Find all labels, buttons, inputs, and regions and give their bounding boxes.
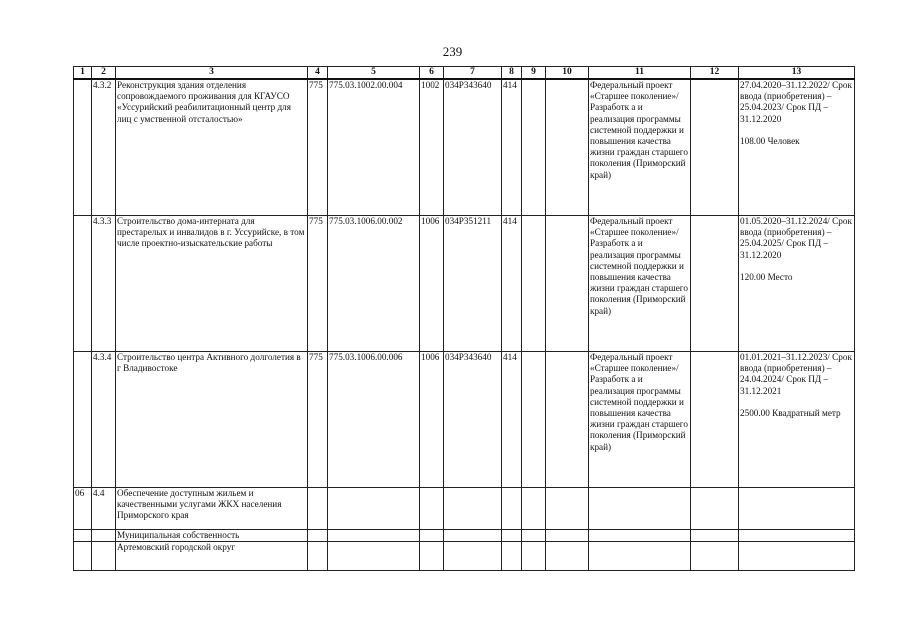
cell-section: 1006 <box>420 216 444 352</box>
table-row-ownership <box>74 530 855 542</box>
cell-district-label: Артемовский городской округ <box>116 542 308 571</box>
objects-table <box>73 66 855 571</box>
terms-dates: 27.04.2020–31.12.2022/ Срок ввода (приобретения) – 25.04.2023/ Срок ПД – 31.12.2020 <box>740 80 852 124</box>
header-cell-11: 11 <box>589 67 691 80</box>
cell-col9 <box>522 79 546 216</box>
cell-expense-type: 414 <box>502 352 522 488</box>
cell-program-code: 775.03.1002.00.004 <box>328 79 420 216</box>
terms-capacity: 108.00 Человек <box>740 135 800 146</box>
cell-terms <box>739 216 855 352</box>
cell-expense-type: 414 <box>502 216 522 352</box>
cell-grbs: 775 <box>308 352 328 488</box>
cell-federal-project: Федеральный проект «Старшее поколение»/Разработк а и реализация программы системной поддержки и повышения качества жизни граждан старшего поколения (Приморский край) <box>589 216 691 352</box>
cell-col10 <box>546 79 589 216</box>
cell-col9 <box>522 352 546 488</box>
cell-col1 <box>74 352 92 488</box>
header-cell-13: 13 <box>739 67 855 80</box>
cell-col1 <box>74 216 92 352</box>
table-row-district <box>74 542 855 571</box>
cell-grbs: 775 <box>308 79 328 216</box>
cell-code: 4.3.4 <box>92 352 116 488</box>
cell-col12 <box>691 352 739 488</box>
header-cell-12: 12 <box>691 67 739 80</box>
terms-dates: 01.01.2021–31.12.2023/ Срок ввода (приобретения) – 24.04.2024/ Срок ПД – 31.12.2021 <box>740 352 852 396</box>
cell-col10 <box>546 216 589 352</box>
header-cell-7: 7 <box>444 67 502 80</box>
table-row-project-4-3-3 <box>74 216 855 352</box>
header-cell-4: 4 <box>308 67 328 80</box>
cell-col9 <box>522 216 546 352</box>
cell-col10 <box>546 352 589 488</box>
cell-program-number: 06 <box>74 488 92 530</box>
cell-object-name: Реконструкция здания отделения сопровождаемого проживания для КГАУСО «Уссурийский реабилитационный центр для лиц с умственной отсталостью» <box>116 79 308 216</box>
terms-capacity: 2500.00 Квадратный метр <box>740 407 841 418</box>
table-row-project-4-3-4 <box>74 352 855 488</box>
cell-section: 1006 <box>420 352 444 488</box>
header-row <box>74 67 855 80</box>
cell-col12 <box>691 216 739 352</box>
cell-grbs: 775 <box>308 216 328 352</box>
cell-program-code: 775.03.1006.00.002 <box>328 216 420 352</box>
terms-dates: 01.05.2020–31.12.2024/ Срок ввода (приобретения) – 25.04.2025/ Срок ПД – 31.12.2020 <box>740 216 852 260</box>
cell-section-title: Обеспечение доступным жильем и качественными услугами ЖКХ населения Приморского края <box>116 488 308 530</box>
cell-object-name: Строительство дома-интерната для престарелых и инвалидов в г. Уссурийске, в том числе проектно-изыскательские работы <box>116 216 308 352</box>
cell-code: 4.3.2 <box>92 79 116 216</box>
cell-terms <box>739 352 855 488</box>
cell-col1 <box>74 79 92 216</box>
cell-federal-project: Федеральный проект «Старшее поколение»/Разработк а и реализация программы системной поддержки и повышения качества жизни граждан старшего поколения (Приморский край) <box>589 352 691 488</box>
cell-federal-project: Федеральный проект «Старшее поколение»/Разработк а и реализация программы системной поддержки и повышения качества жизни граждан старшего поколения (Приморский край) <box>589 79 691 216</box>
cell-target-article: 034P351211 <box>444 216 502 352</box>
header-cell-3: 3 <box>116 67 308 80</box>
table-row-section-4-4 <box>74 488 855 530</box>
header-cell-6: 6 <box>420 67 444 80</box>
cell-target-article: 034P343640 <box>444 79 502 216</box>
cell-terms <box>739 79 855 216</box>
table-row-project-4-3-2 <box>74 79 855 216</box>
cell-program-code: 775.03.1006.00.006 <box>328 352 420 488</box>
header-cell-5: 5 <box>328 67 420 80</box>
cell-code: 4.4 <box>92 488 116 530</box>
header-cell-1: 1 <box>74 67 92 80</box>
header-cell-9: 9 <box>522 67 546 80</box>
cell-code: 4.3.3 <box>92 216 116 352</box>
page-number: 239 <box>442 44 463 59</box>
header-cell-8: 8 <box>502 67 522 80</box>
cell-section: 1002 <box>420 79 444 216</box>
header-cell-10: 10 <box>546 67 589 80</box>
cell-expense-type: 414 <box>502 79 522 216</box>
cell-object-name: Строительство центра Активного долголетия в г Владивостоке <box>116 352 308 488</box>
terms-capacity: 120.00 Место <box>740 271 793 282</box>
cell-ownership-label: Муниципальная собственность <box>116 530 308 542</box>
cell-col12 <box>691 79 739 216</box>
cell-target-article: 034P343640 <box>444 352 502 488</box>
header-cell-2: 2 <box>92 67 116 80</box>
